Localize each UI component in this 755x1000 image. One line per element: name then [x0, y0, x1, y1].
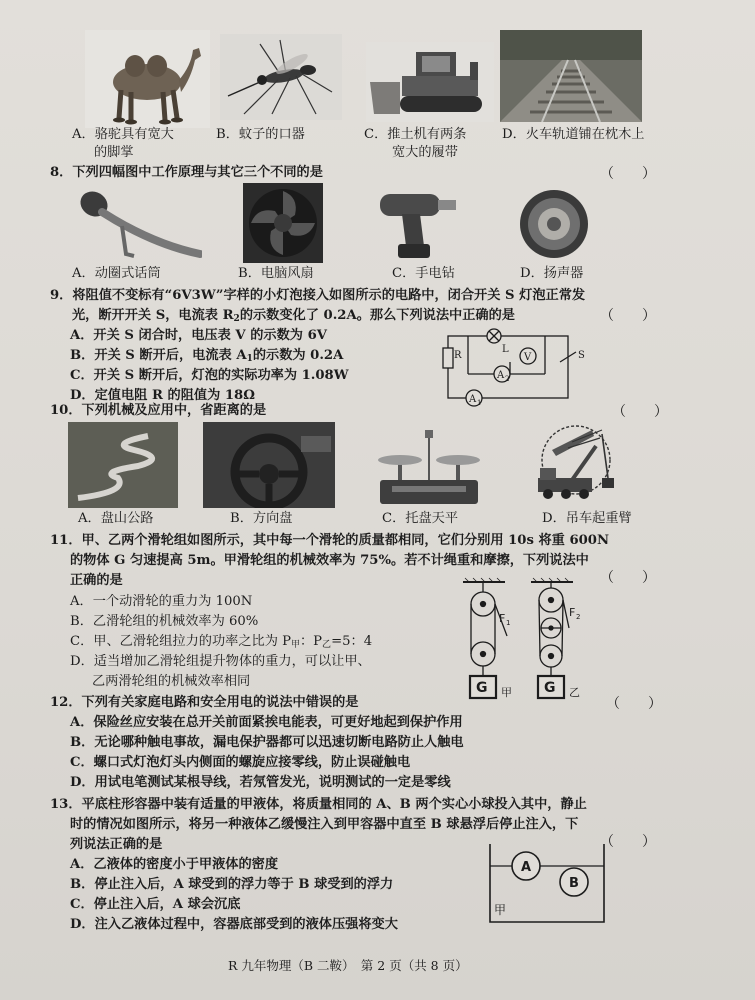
q10-option-a: A．盘山公路 — [78, 511, 154, 526]
q11-option-a: A．一个动滑轮的重力为 100N — [70, 594, 253, 609]
q10-option-b: B．方向盘 — [230, 511, 293, 526]
q9-option-b: B．开关 S 断开后，电流表 $A_1$的示数为 0.2A — [70, 348, 344, 364]
q9-option-d: D．定值电阻 R 的阻值为 18Ω — [70, 388, 255, 403]
camel-photo — [85, 30, 210, 128]
q13-option-b: B．停止注入后，A 球受到的浮力等于 B 球受到的浮力 — [70, 877, 394, 892]
label-liquid-jia: 甲 — [494, 903, 507, 917]
loudspeaker-photo — [516, 186, 592, 262]
q12-option-b: B．无论哪种触电事故，漏电保护器都可以迅速切断电路防止人触电 — [70, 735, 464, 750]
label-L: L — [502, 344, 509, 355]
label-ball-B: B — [569, 876, 579, 891]
q8-option-c: C．手电钻 — [392, 266, 455, 281]
crane-boom-photo — [532, 420, 632, 510]
label-V: V — [524, 352, 532, 363]
q12-stem: 12．下列有关家庭电路和安全用电的说法中错误的是 — [50, 695, 359, 710]
q13-answer-paren: （ ） — [600, 834, 656, 850]
label-S: S — [578, 350, 585, 361]
q7-option-a-line1: A．骆驼具有宽大 — [72, 127, 174, 142]
q8-option-b: B．电脑风扇 — [238, 266, 314, 281]
label-F1: F — [499, 612, 506, 625]
q13-stem-line1: 13．平底柱形容器中装有适量的甲液体，将质量相同的 A、B 两个实心小球投入其中，静止 — [50, 797, 587, 812]
q9-option-a: A．开关 S 闭合时，电压表 V 的示数为 6V — [70, 328, 327, 343]
q12-option-c: C．螺口式灯泡灯头内侧面的螺旋应接零线，防止误碰触电 — [70, 755, 411, 770]
label-ball-A: A — [521, 860, 532, 875]
q9-answer-paren: （ ） — [600, 308, 656, 324]
q13-option-c: C．停止注入后，A 球会沉底 — [70, 897, 241, 912]
computer-fan-photo — [243, 183, 323, 263]
bulldozer-photo — [366, 42, 494, 122]
q9-circuit-diagram — [440, 326, 590, 412]
q11-answer-paren: （ ） — [600, 570, 656, 586]
label-A2: A — [497, 370, 505, 381]
q8-option-d: D．扬声器 — [520, 266, 584, 281]
q8-answer-paren: （ ） — [600, 166, 656, 182]
q10-answer-paren: （ ） — [612, 404, 668, 420]
microphone-photo — [72, 184, 202, 264]
q11-option-c: C．甲、乙滑轮组拉力的功率之比为 $P_甲$：$P_乙=5$：4 — [70, 634, 373, 650]
q8-stem: 8．下列四幅图中工作原理与其它三个不同的是 — [50, 165, 323, 180]
q7-option-d: D．火车轨道铺在枕木上 — [502, 127, 645, 142]
q12-option-a: A．保险丝应安装在总开关前面紧挨电能表，可更好地起到保护作用 — [70, 715, 463, 730]
mosquito-photo — [220, 34, 342, 120]
q7-option-c-line1: C．推土机有两条 — [364, 127, 467, 142]
q11-stem-line1: 11．甲、乙两个滑轮组如图所示，其中每一个滑轮的质量都相同，它们分别用 10s 将重 600N — [50, 533, 610, 548]
q12-option-d: D．用试电笔测试某根导线，若氖管发光，说明测试的一定是零线 — [70, 775, 451, 790]
q12-answer-paren: （ ） — [606, 696, 662, 712]
q11-option-d-line1: D．适当增加乙滑轮组提升物体的重力，可以让甲、 — [70, 654, 371, 669]
q9-stem-line2: 光，断开开关 S，电流表 $R_2$的示数变化了 0.2A。那么下列说法中正确的是 — [72, 308, 515, 324]
label-A1: A — [469, 394, 477, 405]
q11-pulley-diagram — [455, 576, 605, 702]
hand-drill-photo — [372, 184, 462, 264]
mountain-road-photo — [68, 422, 178, 508]
label-A1-sub: 1 — [477, 399, 482, 407]
page-footer: R 九年物理（B 二鞍） 第 2 页（共 8 页） — [228, 958, 468, 973]
q10-stem: 10．下列机械及应用中，省距离的是 — [50, 403, 267, 418]
label-F1-sub: 1 — [506, 619, 511, 627]
q7-option-a-line2: 的脚掌 — [94, 145, 134, 160]
q13-stem-line3: 列说法正确的是 — [70, 837, 163, 852]
label-G-jia: G — [476, 680, 488, 696]
q13-stem-line2: 时的情况如图所示，将另一种液体乙缓慢注入到甲容器中直至 B 球悬浮后停止注入，下 — [70, 817, 579, 832]
label-F2: F — [569, 606, 576, 619]
q9-stem-line1: 9．将阻值不变标有“6V3W”字样的小灯泡接入如图所示的电路中，闭合开关 S 灯泡正常发 — [50, 288, 586, 303]
label-G-yi: G — [544, 680, 556, 696]
balance-scale-photo — [372, 424, 486, 508]
railway-photo — [500, 30, 642, 122]
label-yi: 乙 — [569, 686, 580, 699]
q10-option-c: C．托盘天平 — [382, 511, 459, 526]
label-jia: 甲 — [501, 686, 512, 699]
label-F2-sub: 2 — [576, 613, 581, 621]
q7-option-b: B．蚊子的口器 — [216, 127, 305, 142]
q9-option-c: C．开关 S 断开后，灯泡的实际功率为 1.08W — [70, 368, 349, 383]
q13-container-diagram — [486, 842, 610, 926]
q11-stem-line2: 的物体 G 匀速提高 5m。甲滑轮组的机械效率为 75%。若不计绳重和摩擦，下列说法中 — [70, 553, 589, 568]
q11-option-d-line2: 乙两滑轮组的机械效率相同 — [92, 674, 251, 689]
q13-option-a: A．乙液体的密度小于甲液体的密度 — [70, 857, 279, 872]
q11-option-b: B．乙滑轮组的机械效率为 60% — [70, 614, 259, 629]
label-R: R — [454, 350, 462, 361]
steering-wheel-photo — [203, 422, 335, 508]
q7-option-c-line2: 宽大的履带 — [392, 145, 458, 160]
q11-stem-line3: 正确的是 — [70, 573, 123, 588]
q10-option-d: D．吊车起重臂 — [542, 511, 632, 526]
q8-option-a: A．动圈式话筒 — [72, 266, 161, 281]
q13-option-d: D．注入乙液体过程中，容器底部受到的液体压强将变大 — [70, 917, 398, 932]
label-A2-sub: 2 — [505, 375, 510, 383]
